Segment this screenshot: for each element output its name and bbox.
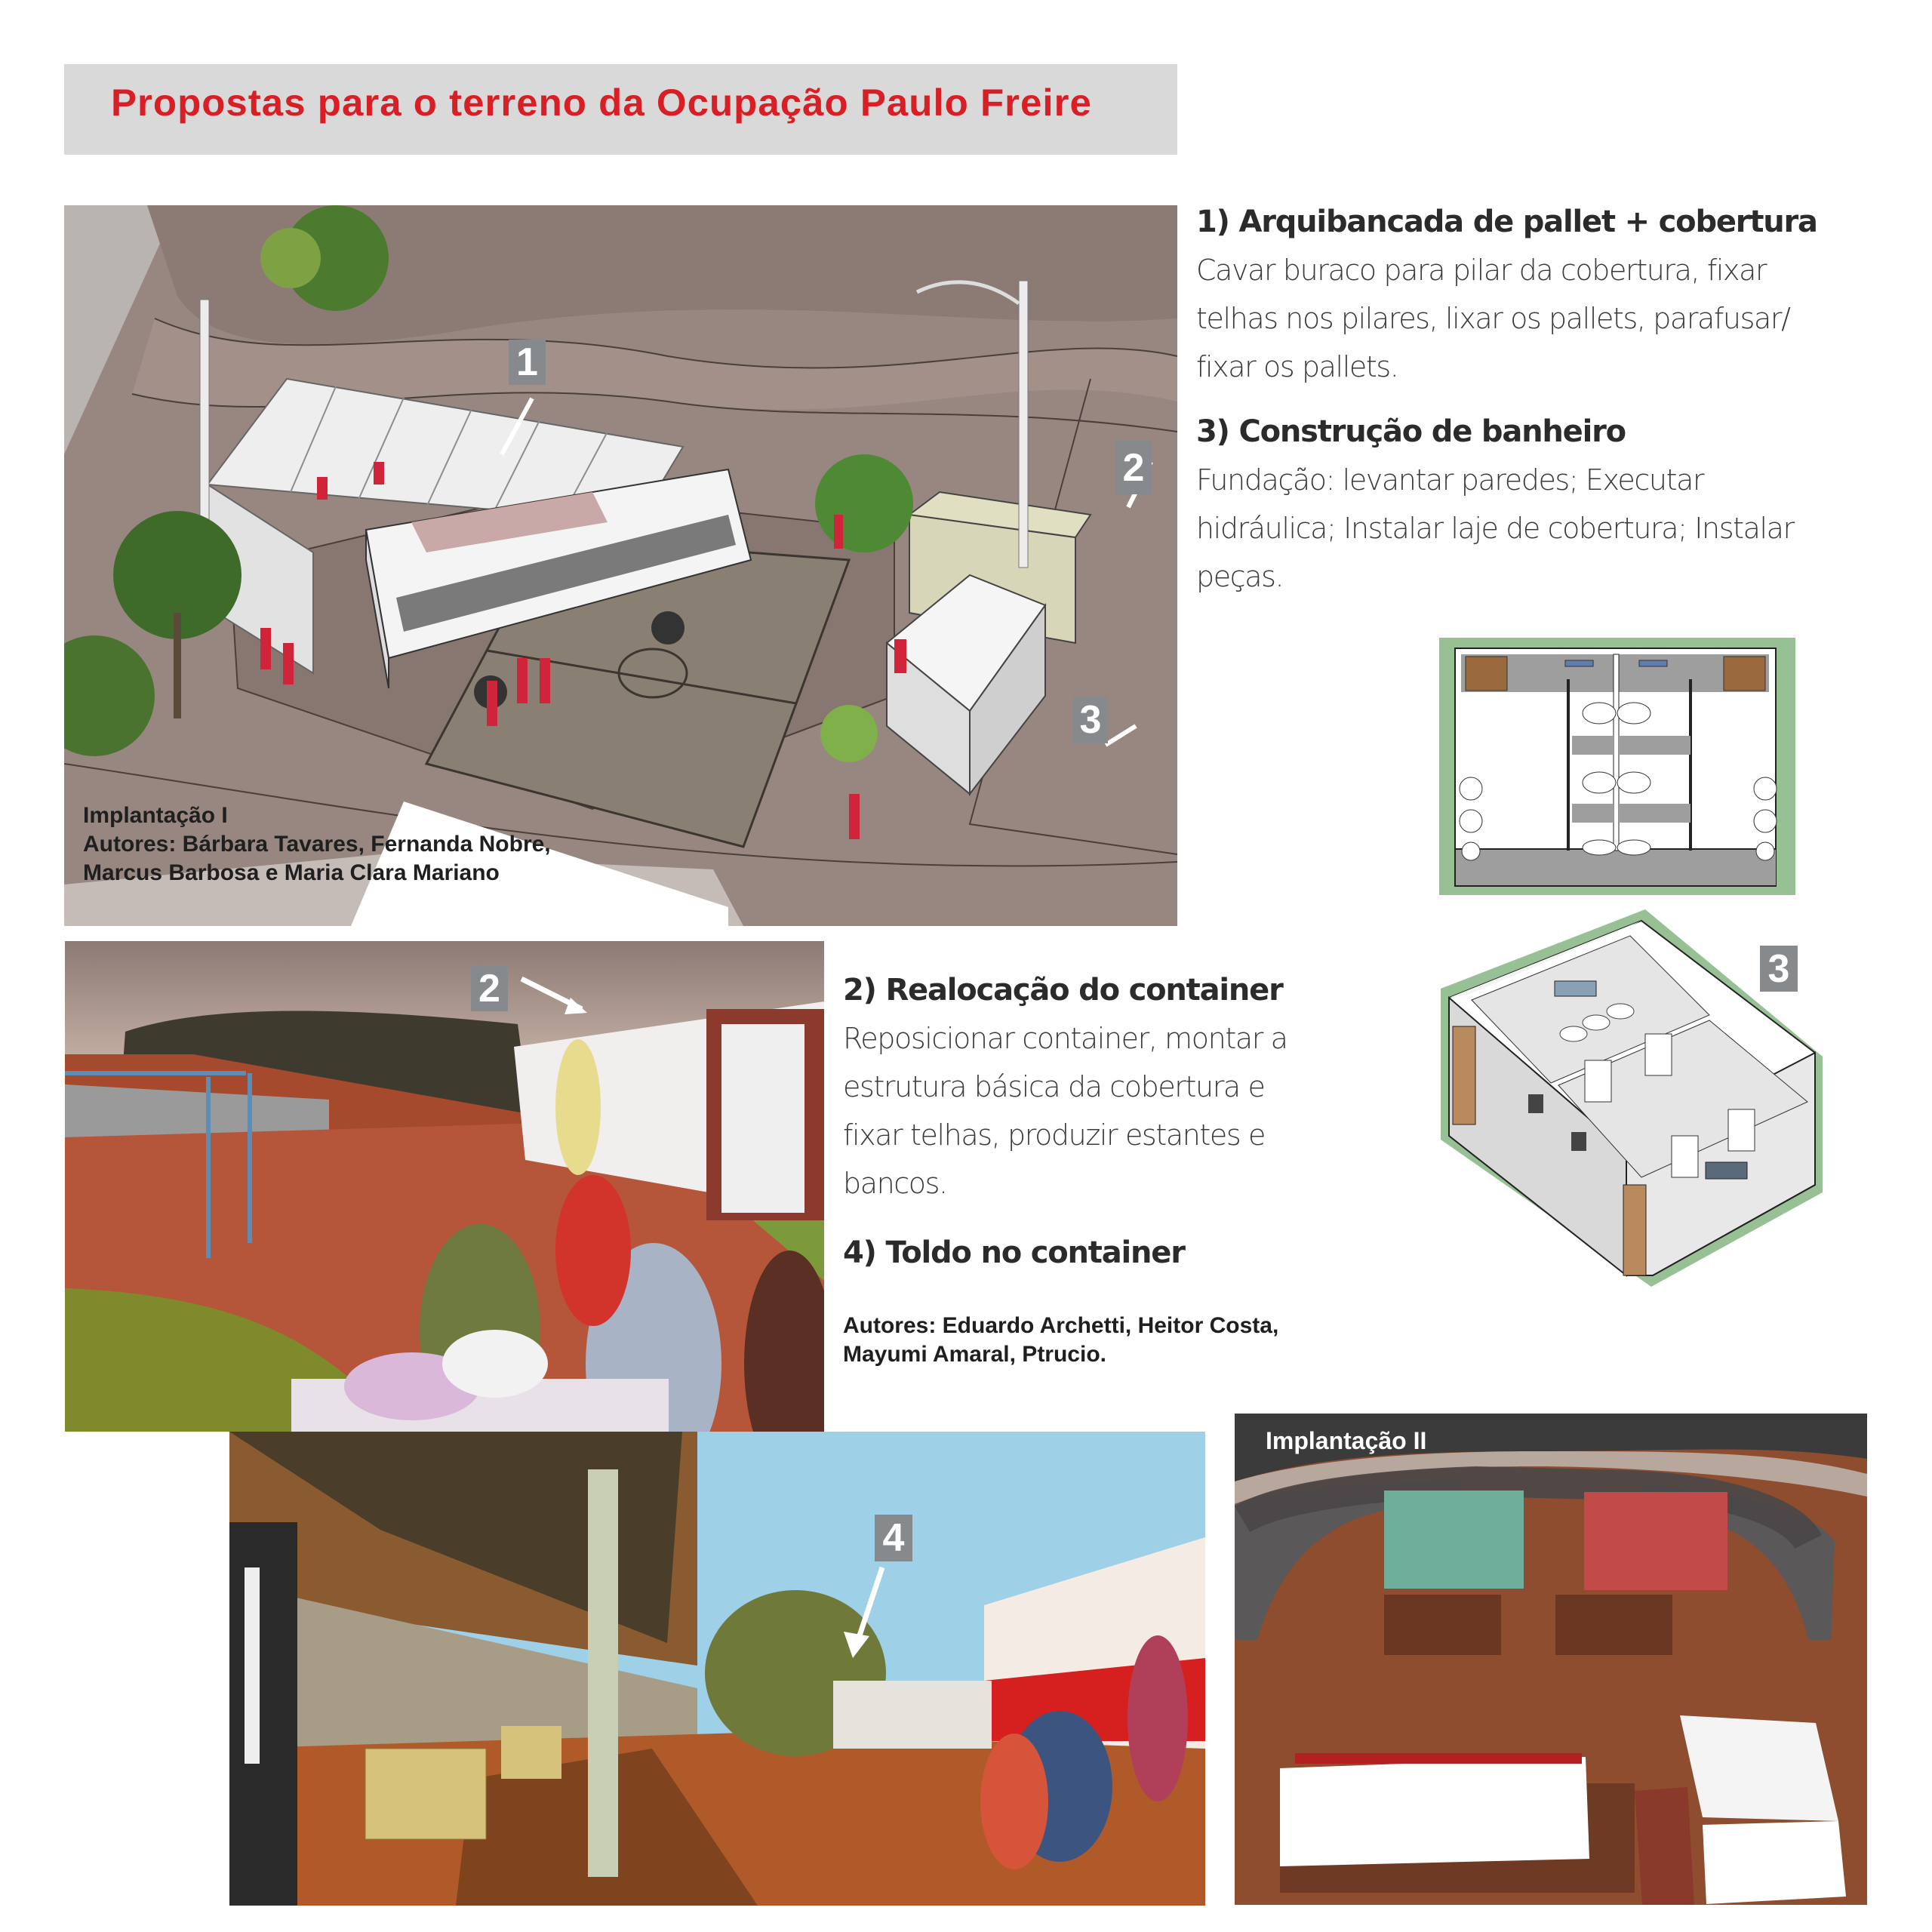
marker-badge-1: 1 — [509, 340, 546, 385]
bathroom-floor-plan — [1439, 638, 1795, 895]
proposal-3-block — [1196, 408, 1921, 601]
proposal-4-block — [843, 1229, 1401, 1277]
proposal-2-block — [843, 966, 1401, 1208]
proposal-2-text-line1: Reposicionar container, montar a — [843, 1022, 1287, 1055]
implantacao-1-authors-line1: Autores: Bárbara Tavares, Fernanda Nobre, — [83, 832, 551, 857]
proposal-3-heading: 3) Construção de banheiro — [1196, 414, 1626, 449]
proposal-2-text-line2: estrutura básica da cobertura e — [843, 1070, 1265, 1103]
implantacao-2-authors-line1: Autores: Eduardo Archetti, Heitor Costa, — [843, 1313, 1279, 1338]
arrow-icon — [833, 1564, 894, 1662]
proposal-2-text-line3: fixar telhas, produzir estantes e — [843, 1118, 1265, 1152]
implantacao-2-label: Implantação II — [1266, 1427, 1427, 1454]
proposal-3-text-line1: Fundação: levantar paredes; Executar — [1196, 463, 1704, 497]
implantacao-1-label: Implantação I — [83, 803, 228, 828]
proposal-1-text-line3: fixar os pallets. — [1196, 350, 1398, 383]
title-banner — [64, 64, 1177, 155]
proposal-1-heading: 1) Arquibancada de pallet + cobertura — [1196, 205, 1817, 239]
proposal-1-text-line2: telhas nos pilares, lixar os pallets, parafusar/ — [1196, 302, 1790, 335]
photo-illustration — [229, 1432, 1205, 1906]
marker-badge-2: 2 — [1115, 441, 1152, 494]
marker-badge-4: 4 — [875, 1515, 912, 1561]
site-render-implantacao-2 — [1235, 1414, 1867, 1905]
page-title: Propostas para o terreno da Ocupação Paulo Freire — [111, 82, 1092, 124]
site-plan-implantacao-1 — [64, 205, 1177, 926]
photo-container-relocation — [65, 941, 824, 1432]
photo-illustration — [65, 941, 824, 1432]
floor-plan-drawing — [1439, 638, 1795, 895]
proposal-2-text-line4: bancos. — [843, 1167, 947, 1200]
proposal-1-text-line1: Cavar buraco para pilar da cobertura, fixar — [1196, 254, 1767, 287]
implantacao-2-authors-line2: Mayumi Amaral, Ptrucio. — [843, 1342, 1106, 1367]
bathroom-isometric — [1438, 906, 1830, 1294]
implantacao-2-authors — [843, 1312, 1417, 1369]
proposal-3-text-line2: hidráulica; Instalar laje de cobertura; Instalar — [1196, 512, 1794, 545]
proposal-3-text-line3: peças. — [1196, 560, 1284, 593]
implantacao-1-caption — [83, 801, 551, 888]
render-illustration — [1235, 1414, 1867, 1905]
marker-badge-3: 3 — [1073, 697, 1108, 743]
marker-badge-2-photo: 2 — [471, 966, 508, 1011]
proposal-1-block — [1196, 198, 1921, 391]
photo-awning — [229, 1432, 1205, 1906]
implantacao-1-authors-line2: Marcus Barbosa e Maria Clara Mariano — [83, 860, 500, 885]
proposal-4-heading: 4) Toldo no container — [843, 1235, 1185, 1270]
proposal-2-heading: 2) Realocação do container — [843, 973, 1283, 1008]
marker-badge-3-isometric: 3 — [1760, 946, 1798, 992]
arrow-icon — [518, 975, 593, 1020]
